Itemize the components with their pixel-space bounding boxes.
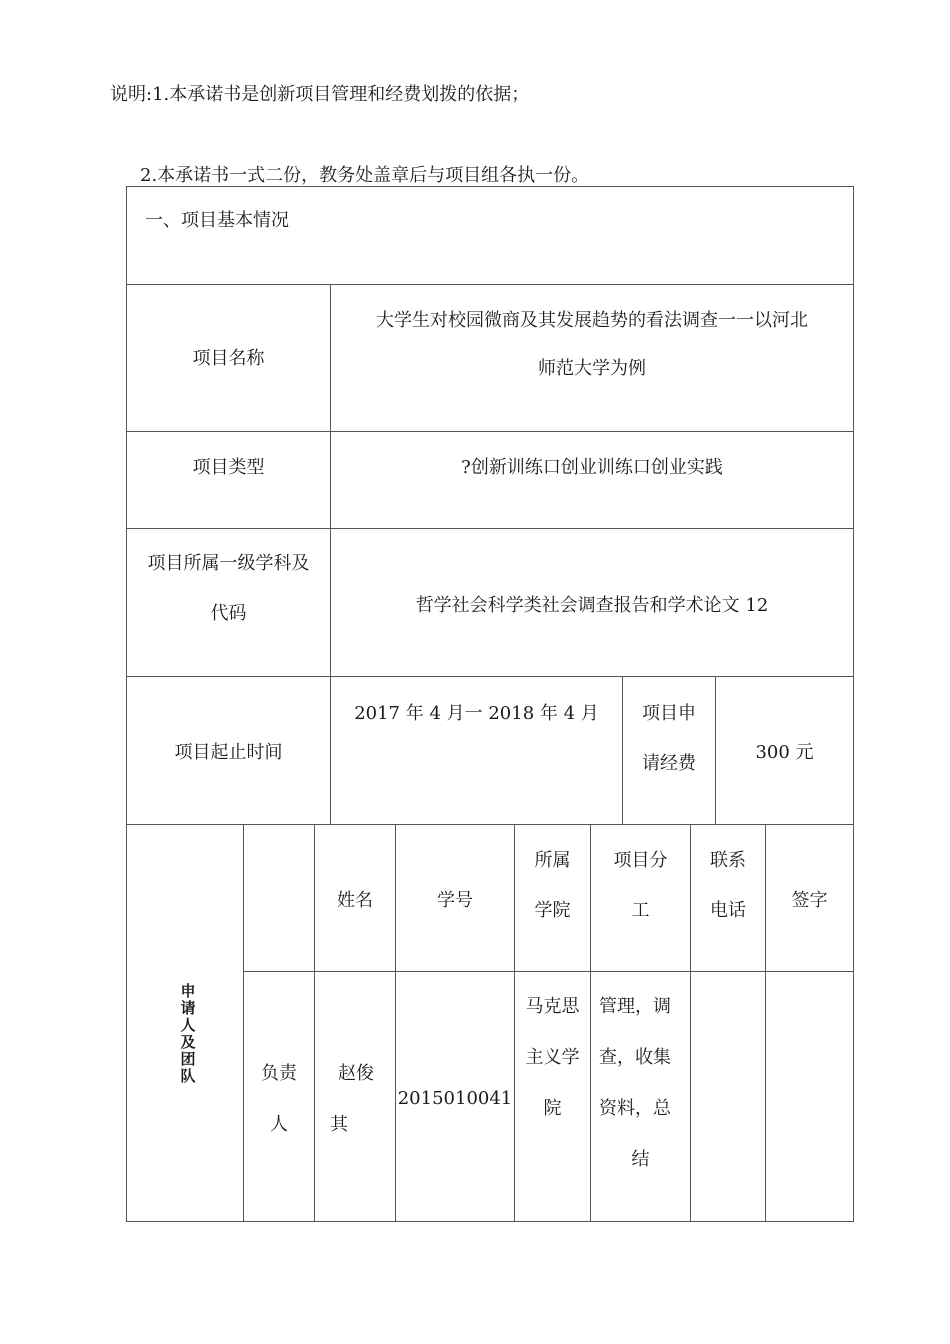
- table-border-top: [126, 186, 854, 187]
- discipline-label-line-2: 代码: [210, 603, 247, 624]
- leader-name-line-2: 其: [330, 1114, 348, 1135]
- section-title: 一、项目基本情况: [145, 210, 289, 231]
- leader-college-line-3: 院: [543, 1098, 562, 1119]
- project-type-value: ?创新训练口创业训练口创业实践: [461, 457, 723, 478]
- header-phone-line-1: 联系: [710, 850, 746, 871]
- leader-duty-line-2: 查，收集: [599, 1047, 671, 1068]
- leader-name-line-1: 赵俊: [338, 1063, 374, 1084]
- team-side-char: 队: [180, 1067, 196, 1085]
- table-column-rule: [514, 824, 515, 1222]
- header-signature: 签字: [791, 890, 828, 911]
- table-rule: [126, 284, 854, 285]
- table-border-right: [853, 186, 854, 1222]
- project-name-line-2: 师范大学为例: [538, 358, 646, 379]
- leader-duty-line-3: 资料，总: [599, 1098, 671, 1119]
- leader-duty-line-1: 管理，调: [599, 996, 671, 1017]
- table-column-rule: [622, 676, 623, 824]
- table-rule: [126, 431, 854, 432]
- period-value: 2017 年 4 月一 2018 年 4 月: [354, 703, 599, 724]
- period-label: 项目起止时间: [174, 742, 283, 763]
- team-side-char: 请: [180, 999, 196, 1017]
- funding-label-line-2: 请经费: [642, 753, 696, 774]
- team-side-char: 申: [180, 982, 196, 1000]
- table-rule: [126, 824, 854, 825]
- header-college-line-2: 学院: [534, 900, 571, 921]
- note-line-2: 2.本承诺书一式二份，教务处盖章后与项目组各执一份。: [140, 165, 590, 186]
- header-role-line-1: 项目分: [613, 850, 668, 871]
- team-side-char: 人: [180, 1016, 196, 1034]
- leader-college-line-2: 主义学: [525, 1047, 580, 1068]
- table-column-rule: [243, 824, 244, 1222]
- leader-duty-line-4: 结: [631, 1149, 650, 1170]
- table-rule: [126, 676, 854, 677]
- team-side-label: [176, 983, 200, 1085]
- table-border-bottom: [126, 1221, 854, 1222]
- discipline-value: 哲学社会科学类社会调查报告和学术论文 12: [415, 595, 769, 616]
- header-phone-line-2: 电话: [710, 900, 746, 921]
- funding-label-line-1: 项目申: [642, 703, 696, 724]
- project-name-label: 项目名称: [192, 348, 265, 369]
- project-name-line-1: 大学生对校园微商及其发展趋势的看法调查一一以河北: [376, 310, 808, 331]
- table-column-rule: [690, 824, 691, 1222]
- header-name: 姓名: [337, 890, 373, 911]
- funding-value: 300 元: [755, 742, 814, 763]
- leader-role-label-line-2: 人: [270, 1114, 288, 1135]
- header-college-line-1: 所属: [534, 850, 571, 871]
- note-line-1: 说明:1.本承诺书是创新项目管理和经费划拨的依据；: [110, 84, 530, 105]
- header-role-line-2: 工: [631, 900, 650, 921]
- discipline-label-line-1: 项目所属一级学科及: [147, 553, 310, 574]
- project-type-label: 项目类型: [192, 457, 265, 478]
- leader-role-label-line-1: 负责: [261, 1063, 297, 1084]
- leader-student-id: 2015010041: [397, 1088, 513, 1109]
- table-column-rule: [314, 824, 315, 1222]
- table-column-rule: [395, 824, 396, 1222]
- team-side-char: 及: [180, 1033, 196, 1051]
- leader-college-line-1: 马克思: [525, 996, 580, 1017]
- table-border-left: [126, 186, 127, 1222]
- table-column-rule: [765, 824, 766, 1222]
- table-rule: [126, 528, 854, 529]
- header-student-id: 学号: [437, 890, 473, 911]
- table-rule: [243, 971, 854, 972]
- team-side-char: 团: [180, 1050, 196, 1068]
